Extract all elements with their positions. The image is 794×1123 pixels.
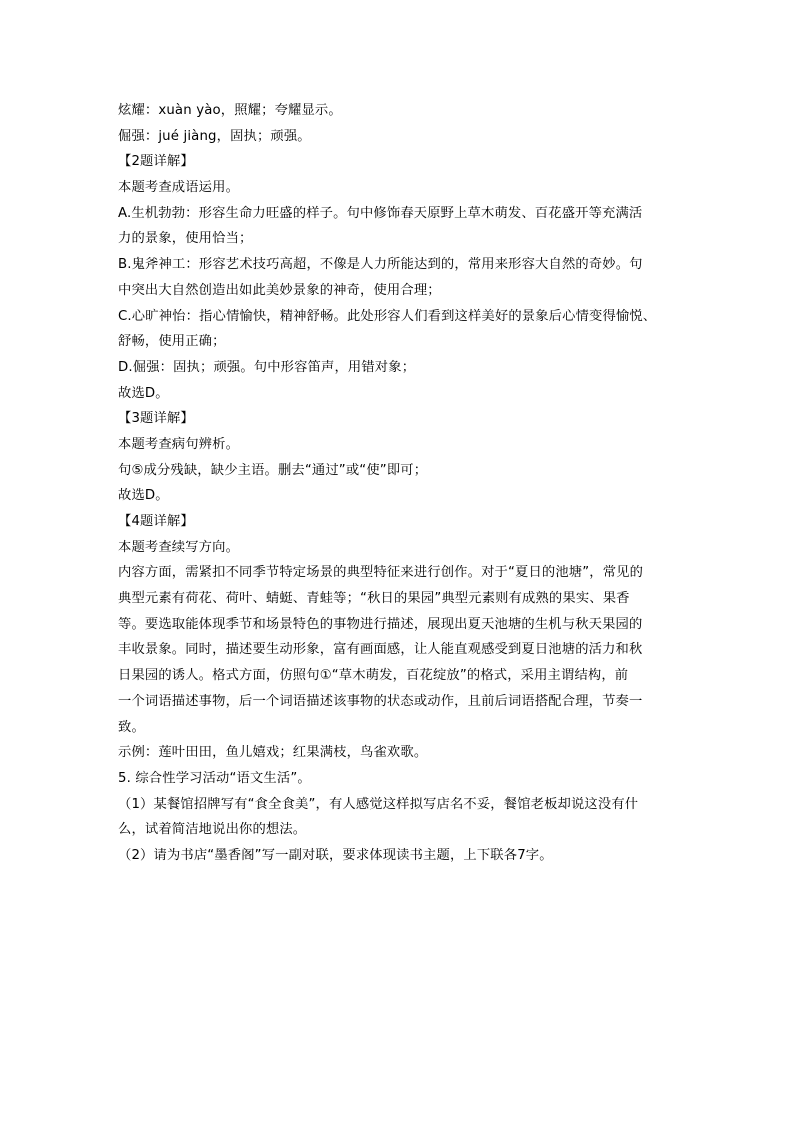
- subquestion-1-cont: 么，试着简洁地说出你的想法。: [118, 822, 307, 838]
- section-heading-q2: 【2题详解】: [118, 154, 194, 170]
- paragraph-line: 丰收景象。同时，描述要生动形象，富有画面感，让人能直观感受到夏日池塘的活力和秋: [118, 642, 643, 658]
- paragraph-line: 日果园的诱人。格式方面，仿照句①“草木萌发，百花绽放”的格式，采用主谓结构，前: [118, 668, 629, 684]
- section-heading-q3: 【3题详解】: [118, 411, 194, 427]
- answer-q2: 故选D。: [118, 385, 169, 401]
- option-c-line: C.心旷神怡：指心情愉快，精神舒畅。此处形容人们看到这样美好的景象后心情变得愉悦、: [118, 308, 657, 324]
- subquestion-2: （2）请为书店“墨香阁”写一副对联，要求体现读书主题，上下联各7字。: [118, 847, 553, 863]
- question-5-title: 5. 综合性学习活动“语文生活”。: [118, 770, 311, 786]
- paragraph-line: 本题考查续写方向。: [118, 539, 240, 555]
- section-heading-q4: 【4题详解】: [118, 514, 194, 529]
- document-page: [118, 98, 678, 869]
- paragraph-line: 致。: [118, 719, 145, 735]
- example-line: 示例：莲叶田田，鱼儿嬉戏；红果满枝，鸟雀欢歌。: [118, 745, 428, 761]
- paragraph-line: 典型元素有荷花、荷叶、蜻蜓、青蛙等；“秋日的果园”典型元素则有成熟的果实、果香: [118, 591, 630, 607]
- option-a-line-cont: 力的景象，使用恰当；: [118, 231, 253, 247]
- option-a-line: A.生机勃勃：形容生命力旺盛的样子。句中修饰春天原野上草木萌发、百花盛开等充满活: [118, 205, 643, 221]
- paragraph-line: 本题考查成语运用。: [118, 180, 240, 196]
- subquestion-1: （1）某餐馆招牌写有“食全食美”，有人感觉这样拟写店名不妥，餐馆老板却说这没有什: [118, 796, 639, 812]
- paragraph-line: 等。要选取能体现季节和场景特色的事物进行描述，展现出夏天池塘的生机与秋天果园的: [118, 616, 643, 632]
- option-b-line-cont: 中突出大自然创造出如此美妙景象的神奇，使用合理；: [118, 282, 441, 298]
- option-c-line-cont: 舒畅，使用正确；: [118, 334, 226, 350]
- option-b-line: B.鬼斧神工：形容艺术技巧高超，不像是人力所能达到的，常用来形容大自然的奇妙。句: [118, 257, 643, 273]
- answer-q3: 故选D。: [118, 488, 169, 504]
- vocab-xuanyao: 炫耀：xuàn yào，照耀；夸耀显示。: [118, 103, 342, 118]
- paragraph-line: 句⑤成分残缺，缺少主语。删去“通过”或“使”即可；: [118, 462, 428, 478]
- paragraph-line: 本题考查病句辨析。: [118, 436, 240, 452]
- option-d-line: D.倔强：固执；顽强。句中形容笛声，用错对象；: [118, 359, 416, 375]
- vocab-juejiang: 倔强：jué jiàng，固执；顽强。: [118, 128, 311, 144]
- paragraph-line: 内容方面，需紧扣不同季节特定场景的典型特征来进行创作。对于“夏日的池塘”，常见的: [118, 565, 644, 581]
- paragraph-line: 一个词语描述事物，后一个词语描述该事物的状态或动作，且前后词语搭配合理，节奏一: [118, 693, 643, 709]
